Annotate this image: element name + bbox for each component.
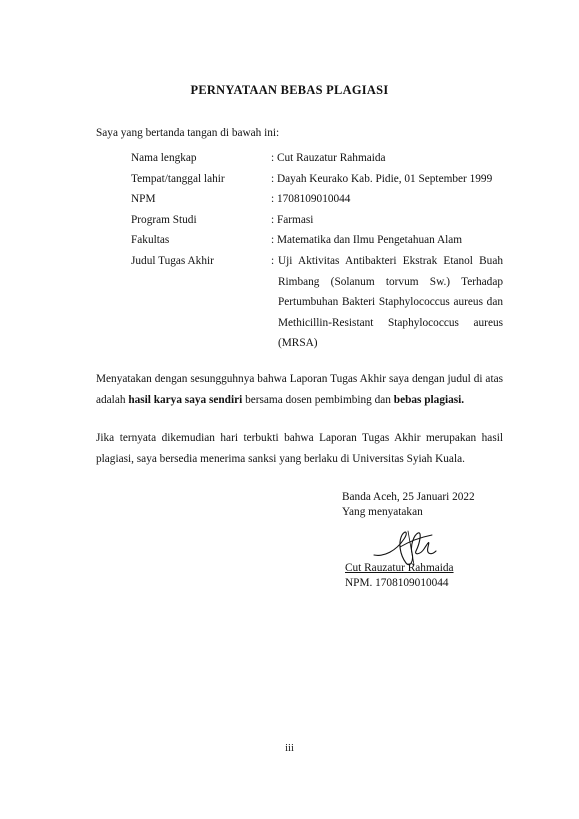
field-label: Program Studi	[131, 213, 197, 226]
field-row-faculty	[131, 230, 503, 251]
field-value: Dayah Keurako Kab. Pidie, 01 September 1999	[277, 172, 493, 185]
field-row-program	[131, 210, 503, 231]
field-value: Farmasi	[277, 213, 314, 226]
field-label: Tempat/tanggal lahir	[131, 172, 225, 185]
field-value: 1708109010044	[277, 193, 351, 206]
field-value: Uji Aktivitas Antibakteri Ekstrak Etanol Buah Rimbang (Solanum torvum Sw.) Terhadap Pertumbuhan Bakteri Staphylococcus aureus dan Methicillin-Resistant Staphylococcus aureus (MRSA)	[278, 254, 503, 350]
statement-text: bersama dosen pembimbing dan	[242, 393, 394, 406]
signer-block	[345, 561, 454, 590]
field-colon: :	[271, 172, 275, 185]
field-colon: :	[271, 254, 275, 267]
page-title: PERNYATAAN BEBAS PLAGIASI	[190, 83, 389, 97]
statement-text: Menyatakan dengan sesungguhnya bahwa Laporan Tugas Akhir saya dengan judul di atas adalah	[96, 373, 503, 406]
field-colon: :	[271, 234, 275, 247]
field-label: NPM	[131, 193, 156, 206]
field-colon: :	[271, 213, 275, 226]
signature-header	[342, 490, 475, 519]
field-row-npm	[131, 189, 503, 210]
field-label: Nama lengkap	[131, 152, 197, 164]
field-value: Matematika dan Ilmu Pengetahuan Alam	[277, 234, 463, 247]
statement-paragraph	[96, 369, 503, 410]
field-colon: :	[271, 152, 275, 164]
closing-text: Yang menyatakan	[342, 505, 423, 518]
intro-text: Saya yang bertanda tangan di bawah ini:	[96, 127, 280, 139]
identity-fields	[131, 148, 503, 354]
signer-npm: NPM. 1708109010044	[345, 576, 449, 589]
page-number: iii	[285, 743, 294, 754]
field-label: Fakultas	[131, 234, 170, 247]
place-date: Banda Aceh, 25 Januari 2022	[342, 491, 475, 503]
field-row-birth	[131, 169, 503, 190]
field-label: Judul Tugas Akhir	[131, 254, 214, 267]
field-colon: :	[271, 193, 275, 206]
statement-bold: bebas plagiasi.	[393, 393, 465, 406]
signer-name: Cut Rauzatur Rahmaida	[345, 562, 454, 574]
statement-bold: hasil karya saya sendiri	[128, 393, 243, 406]
field-row-thesis-title	[131, 251, 503, 354]
sanction-paragraph: Jika ternyata dikemudian hari terbukti bahwa Laporan Tugas Akhir merupakan hasil plagiasi, saya bersedia menerima sanksi yang berlaku di Universitas Syiah Kuala.	[96, 432, 503, 465]
field-value: Cut Rauzatur Rahmaida	[277, 152, 386, 164]
field-row-name	[131, 148, 503, 169]
